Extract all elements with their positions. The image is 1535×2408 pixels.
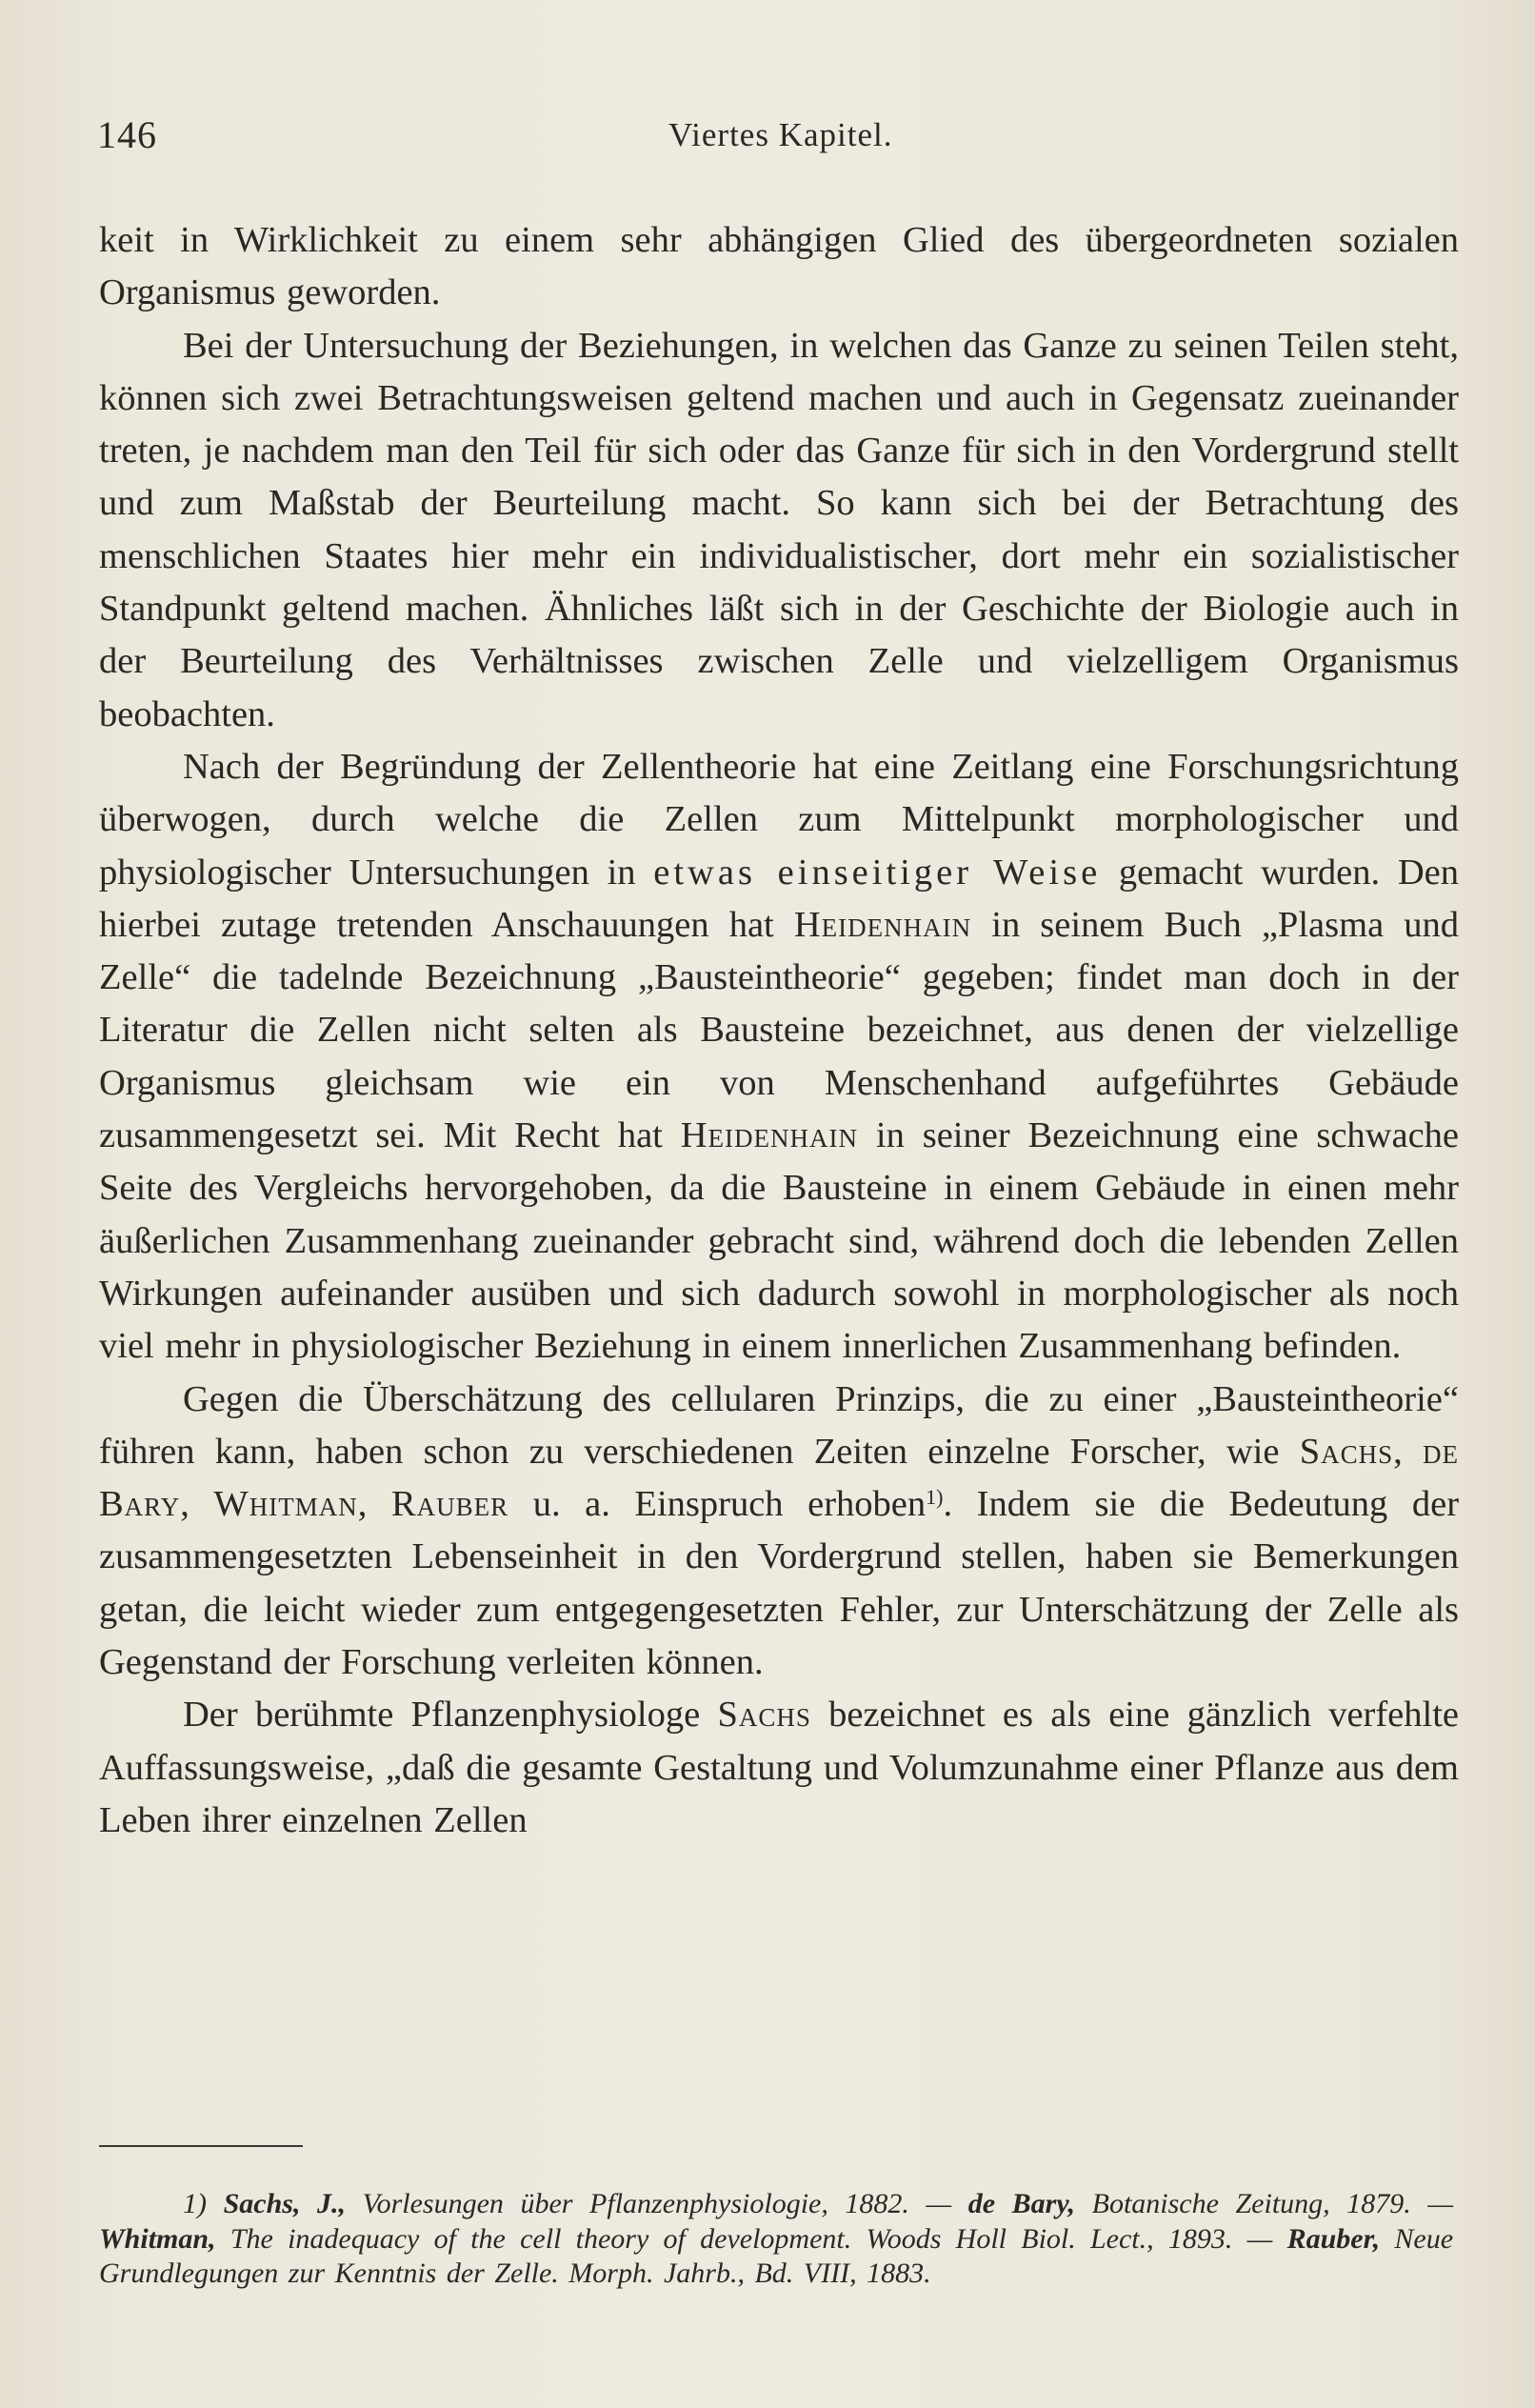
footnote: [99, 2187, 1453, 2292]
paragraph-3-text-e: in seinem Buch „Plasma und Zelle“ die tadelnde Bezeichnung „Bausteintheorie“ gegeben; findet man doch in der Literatur die Zellen nicht selten als Bausteine bezeichnet, aus denen der vielzellige Organismus gleichsam wie ein von Menschenhand aufgeführtes Gebäude zusammengesetzt sei. Mit Recht hat: [99, 904, 1460, 1156]
paragraph-4-text-a: Gegen die Überschätzung des cellularen Prinzips, die zu einer „Bausteintheorie“ führen kann, haben schon zu verschiedenen Zeiten einzelne Forscher, wie: [99, 1378, 1459, 1472]
author-name-rauber: Rauber: [390, 1484, 509, 1525]
emphasis-spaced: etwas einseitiger Weise: [653, 852, 1102, 893]
footnote-ref-rauber: Neue Grundlegungen zur Kenntnis der Zelle. Morph. Jahrb., Bd. VIII, 1883.: [99, 2222, 1454, 2289]
paragraph-5: [99, 1689, 1459, 1847]
running-head: [97, 105, 1459, 162]
footnote-reference: 1): [926, 1485, 944, 1510]
paragraph-1: keit in Wirklichkeit zu einem sehr abhängigen Glied des übergeordneten sozialen Organismus geworden.: [99, 220, 1459, 313]
paragraph-2: Bei der Untersuchung der Beziehungen, in welchen das Ganze zu seinen Teilen steht, können sich zwei Betrachtungsweisen geltend machen und auch in Gegensatz zueinander treten, je nachdem man den Teil für sich oder das Ganze für sich in den Vordergrund stellt und zum Maßstab der Beurteilung macht. So kann sich bei der Betrachtung des menschlichen Staates hier mehr ein individualistischer, dort mehr ein sozialistischer Standpunkt geltend machen. Ähnliches läßt sich in der Geschichte der Biologie auch in der Beurteilung des Verhältnisses zwischen Zelle und vielzelligem Organismus beobachten.: [99, 325, 1459, 734]
footnote-ref-sachs: Vorlesungen über Pflanzenphysiologie, 1882. —: [362, 2188, 952, 2219]
footnote-ref-whitman: The inadequacy of the cell theory of development. Woods Holl Biol. Lect., 1893. —: [229, 2222, 1273, 2255]
paragraph-4-text-c: . Indem sie die Bedeutung der zusammengesetzten Lebenseinheit in den Vordergrund stellen, haben sie Bemerkungen getan, die leicht wieder zum entgegengesetzten Fehler, zur Unterschätzung der Zelle als Gegenstand der Forschung verleiten können.: [99, 1484, 1460, 1683]
paragraph-4-text-b: u. a. Einspruch erhoben: [532, 1484, 927, 1525]
paragraph-5-text-b: bezeichnet es als eine gänzlich verfehlte Auffassungsweise, „daß die gesamte Gestaltung und Volumzunahme einer Pflanze aus dem Leben ihrer einzelnen Zellen: [99, 1695, 1460, 1840]
footnote-author-rauber: Rauber,: [1286, 2222, 1381, 2255]
footnote-divider: [99, 2145, 303, 2147]
paragraph-3-text-a: Nach der Begründung der Zellentheorie hat eine Zeitlang eine Forschungsrichtung überwogen, durch welche die Zellen zum Mittelpunkt morphologischer und physiologischer Untersuchungen in: [99, 746, 1459, 893]
footnote-author-de-bary: de Bary,: [967, 2188, 1076, 2219]
footnote-ref-de-bary: Botanische Zeitung, 1879. —: [1091, 2188, 1454, 2219]
paragraph-5-text-a: Der berühmte Pflanzenphysiologe: [183, 1695, 701, 1736]
footnote-marker: 1): [183, 2188, 207, 2219]
chapter-title: Viertes Kapitel.: [668, 116, 893, 153]
author-name-sachs-2: Sachs: [717, 1695, 811, 1736]
author-name-sachs: Sachs: [1299, 1431, 1394, 1472]
author-name-heidenhain: Heidenhain: [793, 904, 972, 945]
author-name-heidenhain-2: Heidenhain: [680, 1115, 859, 1156]
author-name-whitman: Whitman: [213, 1484, 358, 1525]
paragraph-3-text-g: in seiner Bezeichnung eine schwache Seite des Vergleichs hervorgehoben, da die Bausteine in einem Gebäude in einen mehr äußerlichen Zusammenhang zueinander gebracht sind, während doch die lebenden Zellen Wirkungen aufeinander ausüben und sich dadurch sowohl in morphologischer als noch viel mehr in physiologischer Beziehung in einem innerlichen Zusammenhang befinden.: [99, 1115, 1459, 1367]
author-name-de-bary: de Bary: [99, 1431, 1459, 1525]
body-text: [99, 214, 1459, 1847]
paragraph-3: [99, 741, 1459, 1374]
paragraph-4: Gegen die Überschätzung des cellularen Prinzips, die zu einer „Bausteintheorie“ führen kann, haben schon zu verschiedenen Zeiten einzelne Forscher, wie Sachs, de Bary, Whitman, Rauber u. a. Einspruch erhoben$^{1)}$. Indem sie die Bedeutung der zusammengesetzten Lebenseinheit in den Vordergrund stellen, haben sie Bemerkungen getan, die leicht wieder zum entgegengesetzten Fehler, zur Unterschätzung der Zelle als Gegenstand der Forschung verleiten können.: [99, 1378, 1460, 1683]
footnote-author-sachs: Sachs, J.,: [223, 2188, 347, 2219]
footnote-author-whitman: Whitman,: [99, 2222, 216, 2255]
paragraph-3-text-c: gemacht wurden. Den hierbei zutage tretenden Anschauungen hat: [99, 852, 1459, 945]
page-number: 146: [97, 113, 157, 156]
